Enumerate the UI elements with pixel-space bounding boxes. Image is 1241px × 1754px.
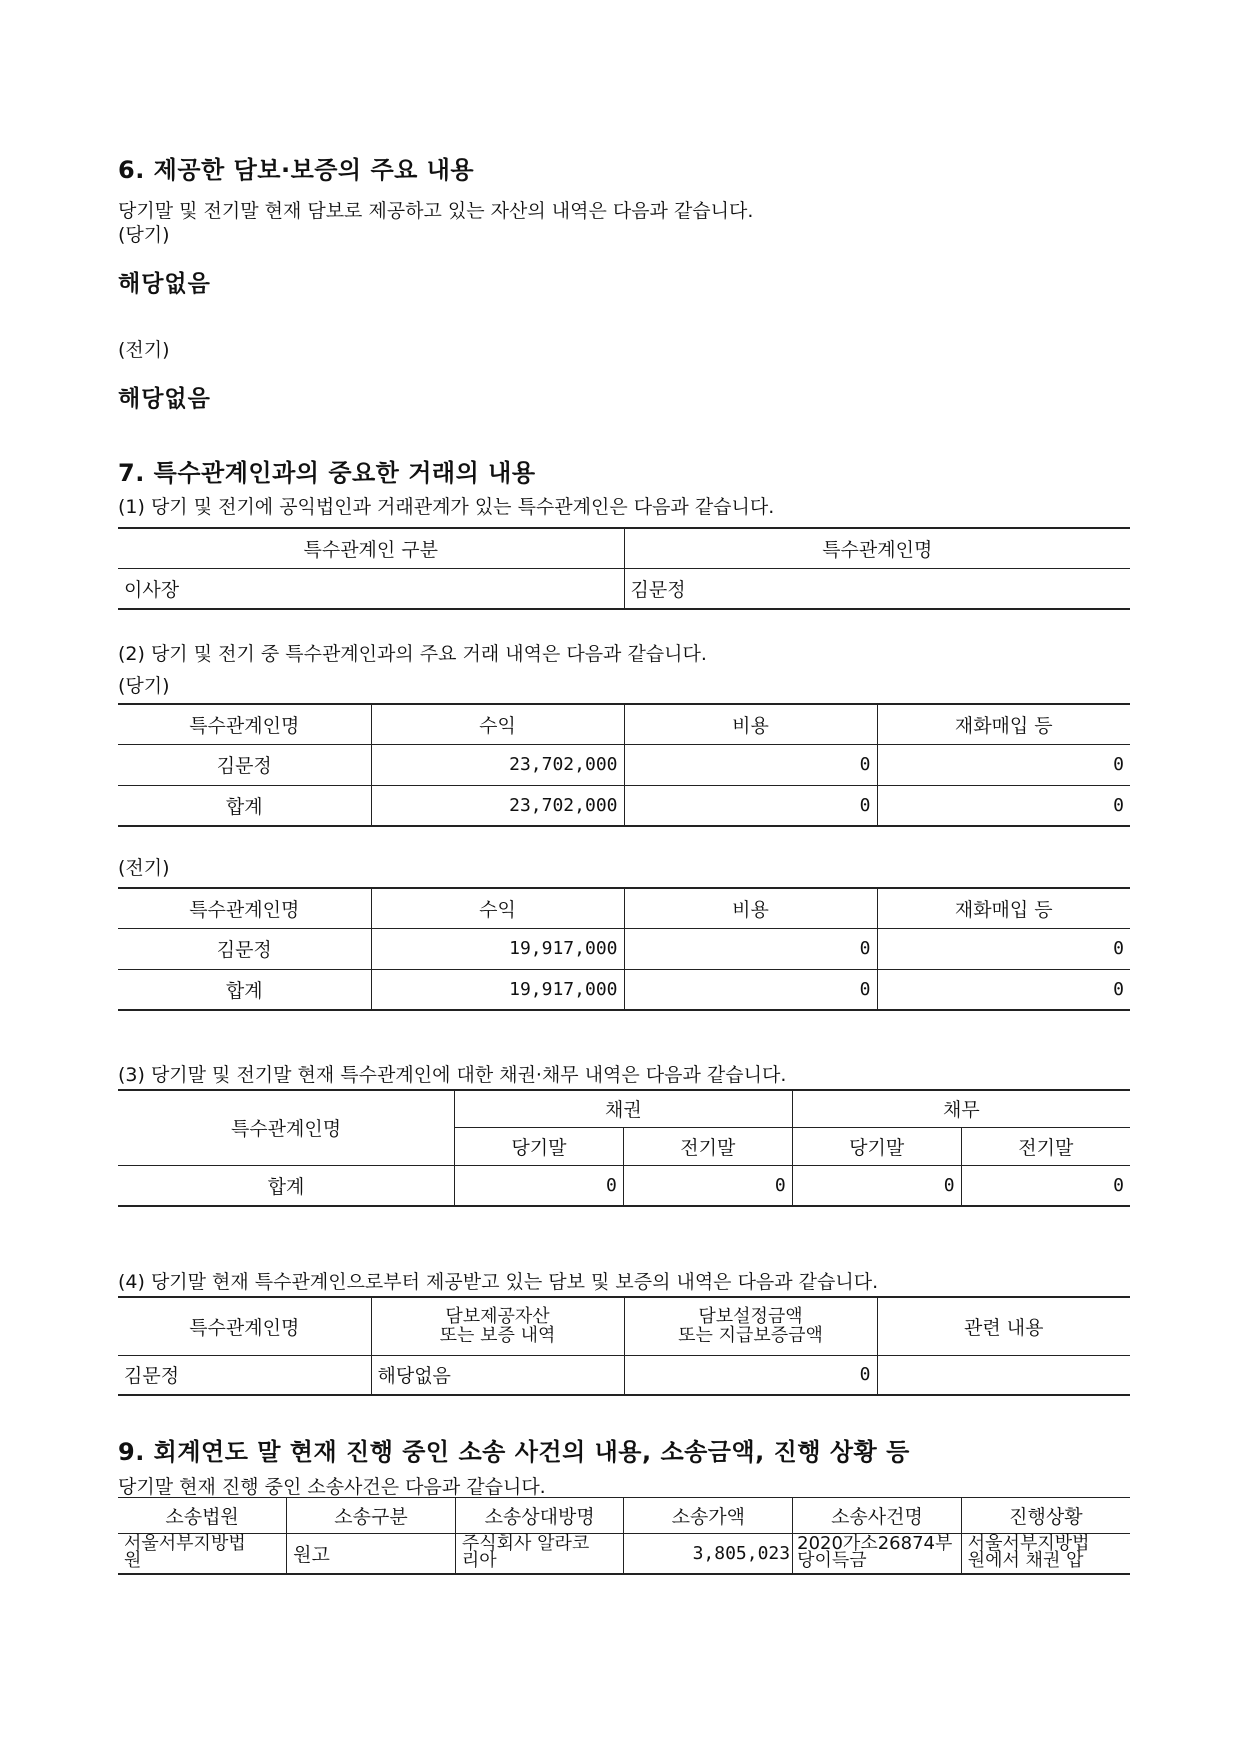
table-cell: 합계 — [118, 969, 371, 1010]
table-cell — [118, 1534, 287, 1574]
table-header: 특수관계인명 — [624, 528, 1130, 568]
table-cell: 0 — [624, 1355, 877, 1395]
collateral-received-table — [118, 1296, 1130, 1396]
table-header: 소송상대방명 — [455, 1498, 624, 1534]
part-4-intro — [118, 1270, 1130, 1294]
part-2-desc: (2) 당기 및 전기 중 특수관계인과의 주요 거래 내역은 다음과 같습니다. — [118, 643, 707, 665]
table-header-line: 또는 지급보증금액 — [678, 1325, 823, 1347]
table-cell — [793, 1534, 962, 1574]
table-cell — [961, 1534, 1130, 1574]
table-row — [118, 1534, 1130, 1574]
section-6-title: 6. 제공한 담보·보증의 주요 내용 — [118, 156, 475, 184]
part-3-intro — [118, 1063, 1130, 1087]
table-header: 비용 — [624, 704, 877, 744]
part-1-desc: (1) 당기 및 전기에 공익법인과 거래관계가 있는 특수관계인은 다음과 같습니다. — [118, 496, 775, 518]
table-header: 채무 — [792, 1090, 1130, 1127]
table-header: 진행상황 — [961, 1498, 1130, 1534]
cell-line: 서울서부지방법 — [967, 1533, 1090, 1554]
section-7 — [118, 453, 1130, 519]
table-header-line: 또는 보증 내역 — [439, 1325, 556, 1347]
table-row — [118, 744, 1130, 785]
prior-period-label: (전기) — [118, 339, 170, 361]
table-row — [118, 969, 1130, 1010]
cell-line: 당이득금 — [797, 1550, 867, 1571]
table-header — [624, 1297, 877, 1355]
table-cell: 0 — [877, 744, 1130, 785]
table-header: 특수관계인명 — [118, 1090, 455, 1165]
table-header: 수익 — [371, 888, 624, 928]
section-9-desc: 당기말 현재 진행 중인 소송사건은 다음과 같습니다. — [118, 1476, 546, 1498]
table-cell: 0 — [624, 785, 877, 826]
table-header — [371, 1297, 624, 1355]
table-cell: 3,805,023 — [624, 1534, 793, 1574]
table-header: 재화매입 등 — [877, 704, 1130, 744]
table-header-line: 담보제공자산 — [445, 1306, 550, 1328]
part-2-current-label: (당기) — [118, 675, 170, 697]
table-cell — [877, 1355, 1130, 1395]
table-cell: 0 — [623, 1165, 792, 1206]
table-header: 특수관계인 구분 — [118, 528, 624, 568]
table-header: 특수관계인명 — [118, 1297, 371, 1355]
table-cell: 김문정 — [118, 744, 371, 785]
part-2-prior-intro — [118, 856, 1130, 880]
part-3-desc: (3) 당기말 및 전기말 현재 특수관계인에 대한 채권·채무 내역은 다음과 같습니다. — [118, 1064, 787, 1086]
table-header: 특수관계인명 — [118, 888, 371, 928]
table-cell: 0 — [455, 1165, 624, 1206]
table-header: 당기말 — [455, 1127, 624, 1165]
table-cell: 합계 — [118, 785, 371, 826]
prior-none-text: 해당없음 — [118, 386, 211, 412]
current-none-text: 해당없음 — [118, 271, 211, 297]
table-header: 재화매입 등 — [877, 888, 1130, 928]
table-header: 전기말 — [961, 1127, 1130, 1165]
part-2-intro — [118, 642, 1130, 698]
table-cell: 0 — [877, 969, 1130, 1010]
section-6-desc: 당기말 및 전기말 현재 담보로 제공하고 있는 자산의 내역은 다음과 같습니다. — [118, 200, 754, 222]
table-row — [118, 1355, 1130, 1395]
table-cell: 19,917,000 — [371, 969, 624, 1010]
table-header: 특수관계인명 — [118, 704, 371, 744]
table-header: 채권 — [455, 1090, 793, 1127]
cell-line: 서울서부지방법 — [124, 1533, 246, 1554]
table-cell: 원고 — [287, 1534, 456, 1574]
table-cell: 김문정 — [118, 928, 371, 969]
table-cell: 0 — [877, 785, 1130, 826]
table-header: 당기말 — [792, 1127, 961, 1165]
related-party-list-table — [118, 527, 1130, 610]
table-row — [118, 785, 1130, 826]
receivables-payables-table — [118, 1089, 1130, 1207]
table-cell: 23,702,000 — [371, 744, 624, 785]
table-row — [118, 928, 1130, 969]
table-cell: 이사장 — [118, 568, 624, 609]
lawsuit-table — [118, 1497, 1130, 1575]
section-7-title: 7. 특수관계인과의 중요한 거래의 내용 — [118, 459, 536, 487]
table-header: 소송사건명 — [793, 1498, 962, 1534]
cell-line: 원에서 채권 압 — [967, 1550, 1084, 1571]
table-header: 소송가액 — [624, 1498, 793, 1534]
part-2-prior-label: (전기) — [118, 857, 170, 879]
table-header: 소송구분 — [287, 1498, 456, 1534]
table-cell: 해당없음 — [371, 1355, 624, 1395]
table-row — [118, 1165, 1130, 1206]
table-cell — [455, 1534, 624, 1574]
section-9 — [118, 1432, 1130, 1499]
table-cell: 김문정 — [118, 1355, 371, 1395]
cell-line: 리아 — [461, 1550, 497, 1571]
section-9-title: 9. 회계연도 말 현재 진행 중인 소송 사건의 내용, 소송금액, 진행 상황 등 — [118, 1438, 910, 1466]
table-cell: 김문정 — [624, 568, 1130, 609]
table-cell: 0 — [877, 928, 1130, 969]
table-cell: 0 — [624, 928, 877, 969]
table-header-line: 담보설정금액 — [698, 1306, 803, 1328]
section-6 — [118, 150, 1130, 413]
table-header: 비용 — [624, 888, 877, 928]
table-cell: 0 — [792, 1165, 961, 1206]
cell-line: 주식회사 알라코 — [461, 1533, 590, 1554]
table-header: 전기말 — [623, 1127, 792, 1165]
table-header: 소송법원 — [118, 1498, 287, 1534]
table-cell: 23,702,000 — [371, 785, 624, 826]
table-header: 수익 — [371, 704, 624, 744]
cell-line: 2020가소26874부 — [797, 1533, 953, 1554]
table-cell: 합계 — [118, 1165, 455, 1206]
table-cell: 0 — [624, 969, 877, 1010]
table-cell: 19,917,000 — [371, 928, 624, 969]
transactions-prior-table — [118, 887, 1130, 1011]
table-cell: 0 — [961, 1165, 1130, 1206]
cell-line: 원 — [124, 1550, 142, 1571]
transactions-current-table — [118, 703, 1130, 827]
table-cell: 0 — [624, 744, 877, 785]
part-4-desc: (4) 당기말 현재 특수관계인으로부터 제공받고 있는 담보 및 보증의 내역은 다음과 같습니다. — [118, 1271, 879, 1293]
current-period-label: (당기) — [118, 224, 170, 246]
table-header: 관련 내용 — [877, 1297, 1130, 1355]
